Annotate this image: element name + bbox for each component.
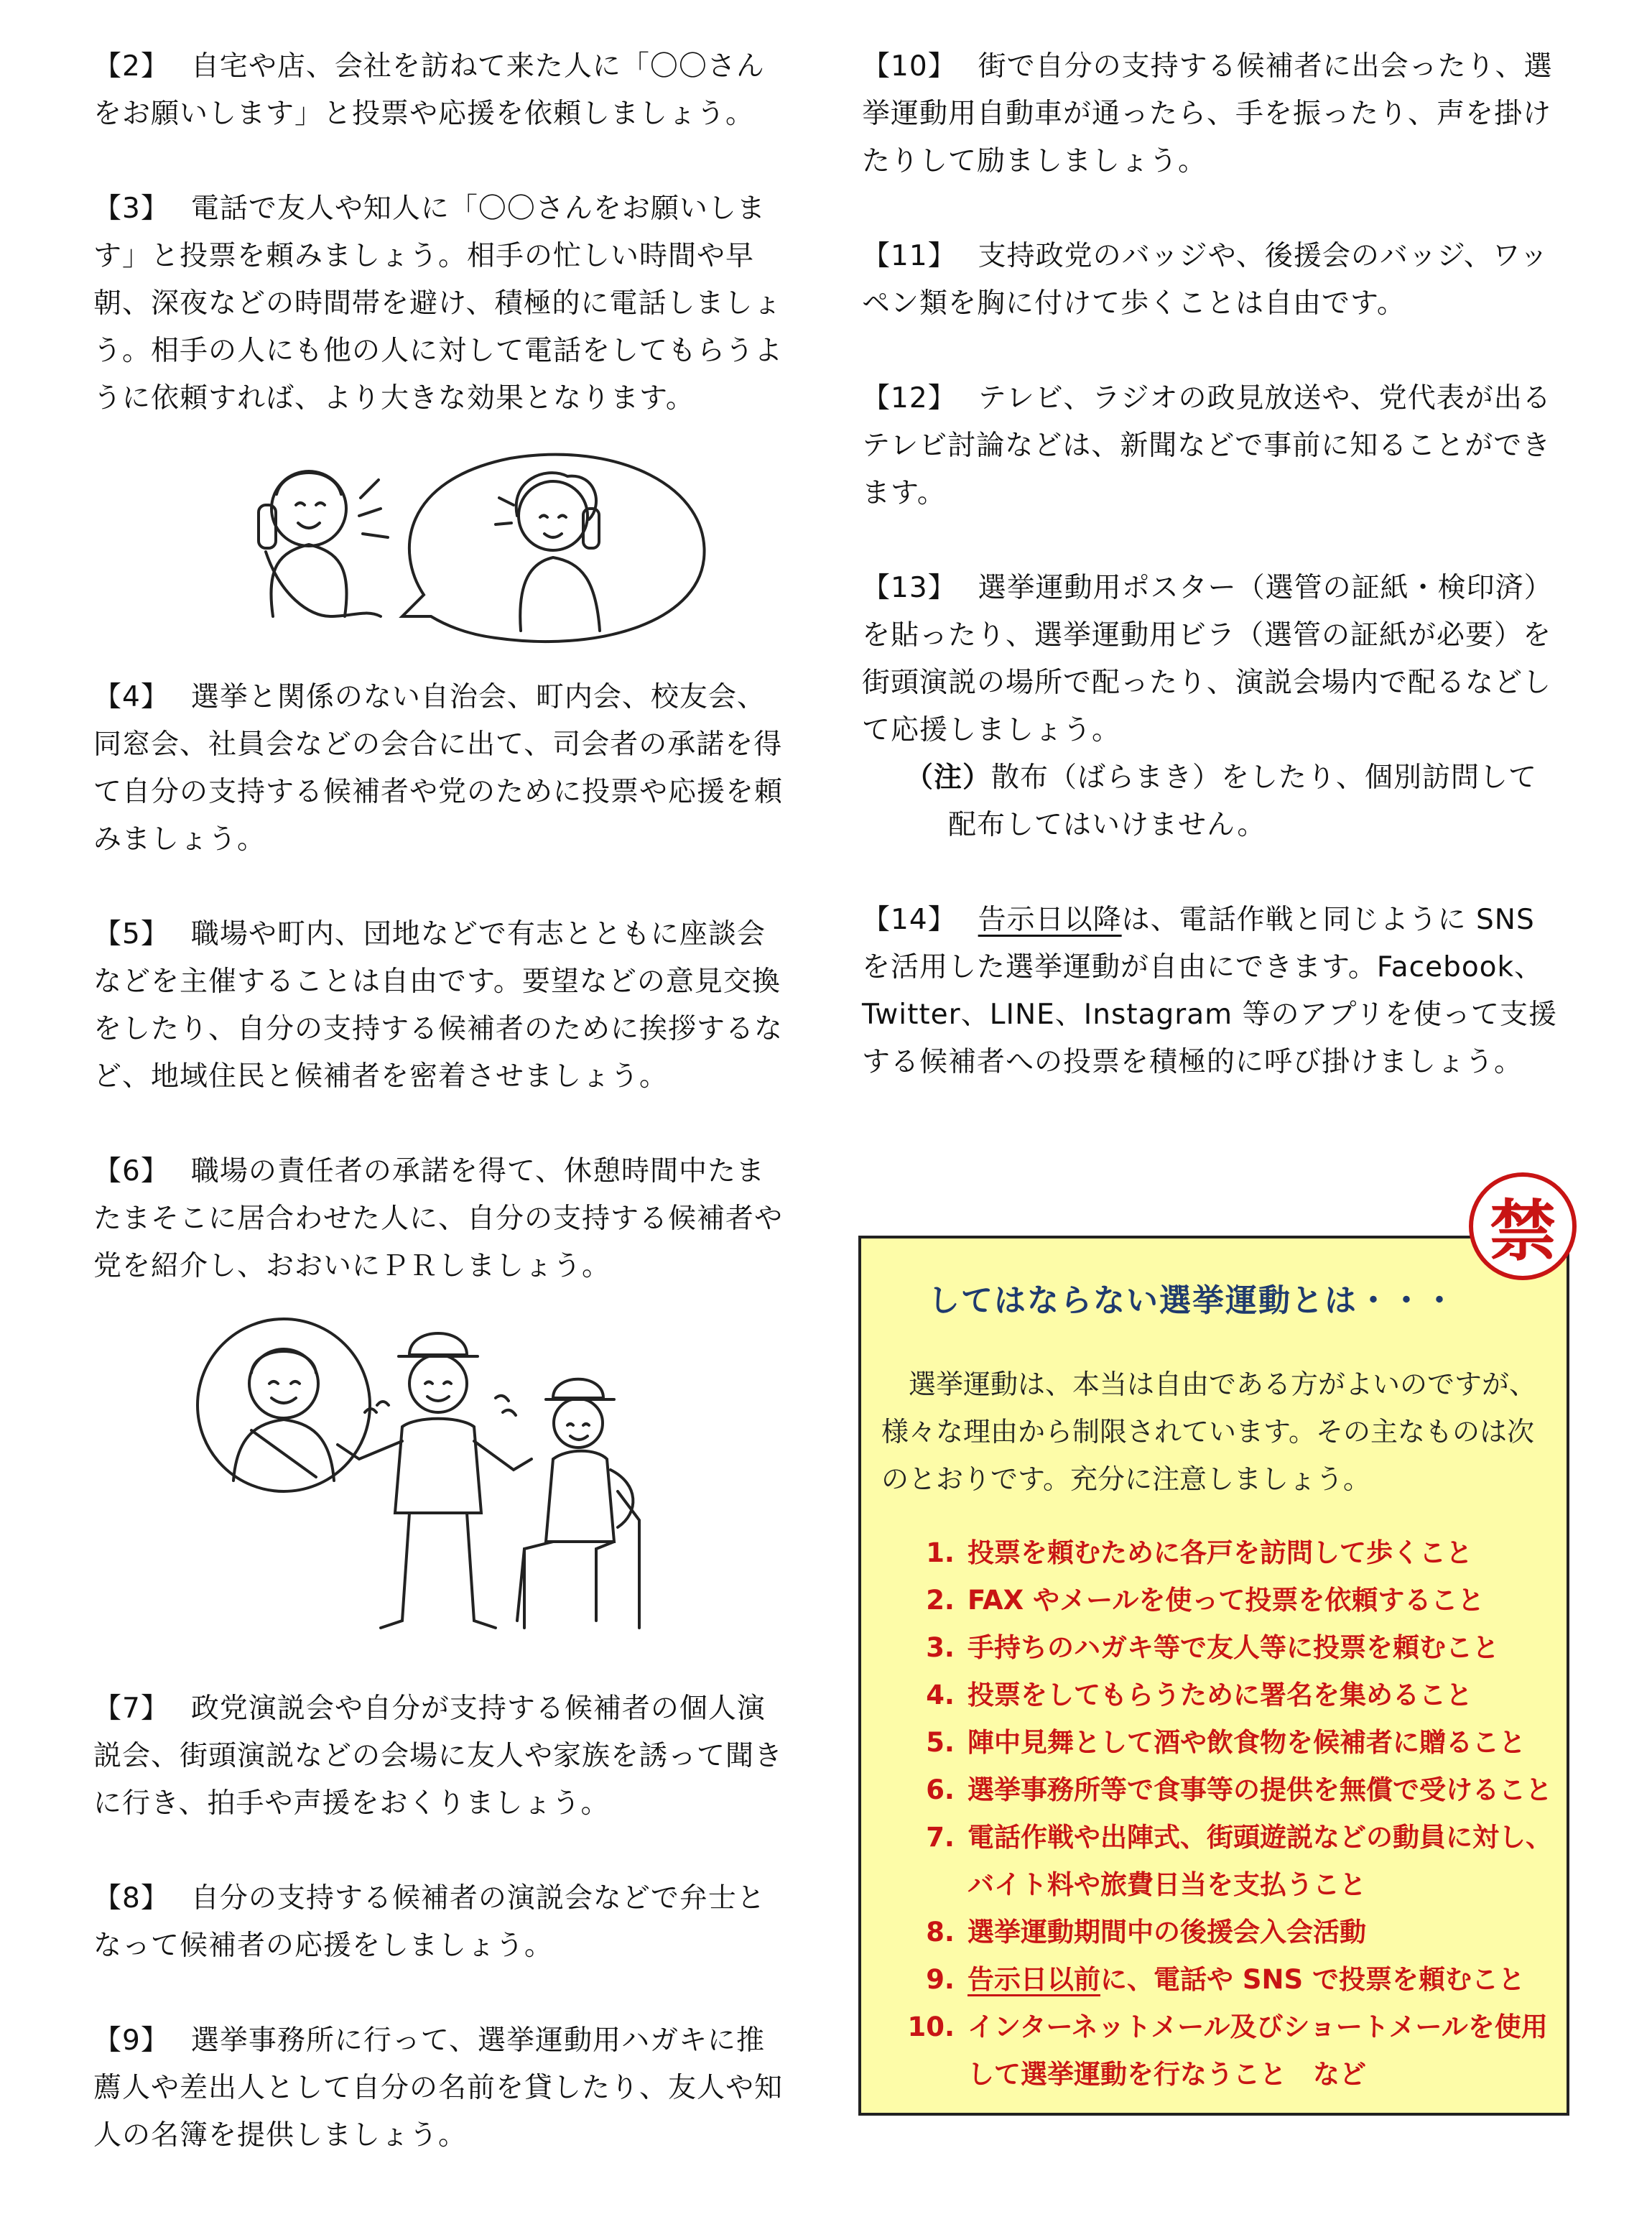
item-text: 選挙事務所に行って、選挙運動用ハガキに推薦人や差出人として自分の名前を貸したり、友人や知人の名簿を提供しましょう。 bbox=[93, 2024, 784, 2152]
left-column bbox=[93, 43, 783, 2207]
item-13 bbox=[862, 565, 1566, 754]
list-text: FAX やメールを使って投票を依頼すること bbox=[967, 1585, 1485, 1616]
item-text: 職場の責任者の承諾を得て、休憩時間中たまたまそこに居合わせた人に、自分の支持する候補者や党を紹介し、おおいにＰＲしましょう。 bbox=[93, 1155, 784, 1282]
item-8 bbox=[93, 1875, 783, 1970]
list-text: 電話作戦や出陣式、街頭遊説などの動員に対し、バイト料や旅費日当を支払うこと bbox=[967, 1822, 1552, 1900]
item-3 bbox=[93, 185, 783, 422]
item-6 bbox=[93, 1148, 783, 1290]
item-number: 【2】 bbox=[93, 50, 170, 83]
item-text: 支持政党のバッジや、後援会のバッジ、ワッペン類を胸に付けて歩くことは自由です。 bbox=[862, 240, 1549, 320]
list-text: 投票を頼むために各戸を訪問して歩くこと bbox=[967, 1537, 1472, 1568]
item-text: 選挙と関係のない自治会、町内会、校友会、同窓会、社員会などの会合に出て、司会者の承諾を得て自分の支持する候補者や党のために投票や応援を頼みましょう。 bbox=[93, 681, 784, 856]
item-number: 【8】 bbox=[93, 1882, 170, 1915]
item-text: 政党演説会や自分が支持する候補者の個人演説会、街頭演説などの会場に友人や家族を誘って聞きに行き、拍手や声援をおくりましょう。 bbox=[93, 1693, 784, 1820]
note-line-1: 散布（ばらまき）をしたり、個別訪問して bbox=[991, 761, 1538, 794]
list-number: 2. bbox=[926, 1585, 955, 1616]
item-number: 【10】 bbox=[862, 50, 957, 83]
item-number: 【4】 bbox=[93, 681, 170, 713]
item-number: 【5】 bbox=[93, 918, 170, 950]
item-4 bbox=[93, 674, 783, 864]
item-12 bbox=[862, 375, 1566, 517]
item-11 bbox=[862, 233, 1566, 328]
list-number: 4. bbox=[926, 1680, 955, 1710]
item-number: 【3】 bbox=[93, 193, 170, 225]
list-item bbox=[904, 1529, 1552, 1577]
list-text: 選挙運動期間中の後援会入会活動 bbox=[967, 1917, 1366, 1948]
item-text: 電話で友人や知人に「〇〇さんをお願いします」と投票を頼みましょう。相手の忙しい時間や早朝、深夜などの時間帯を避け、積極的に電話しましょう。相手の人にも他の人に対して電話をしてもらうように依頼すれば、より大きな効果となります。 bbox=[93, 193, 784, 415]
list-number: 10. bbox=[907, 2011, 955, 2042]
item-13-note bbox=[905, 754, 1566, 849]
box-intro: 選挙運動は、本当は自由である方がよいのですが、様々な理由から制限されています。その主なものは次のとおりです。充分に注意しましょう。 bbox=[881, 1369, 1537, 1495]
item-number: 【7】 bbox=[93, 1693, 170, 1725]
list-number: 8. bbox=[926, 1917, 955, 1948]
list-number: 5. bbox=[926, 1727, 955, 1758]
item-number: 【9】 bbox=[93, 2024, 170, 2057]
list-item bbox=[904, 1624, 1552, 1672]
prohibited-stamp-icon: 禁 bbox=[1469, 1172, 1577, 1280]
prohibited-list bbox=[904, 1529, 1552, 2098]
item-14 bbox=[862, 897, 1566, 1086]
list-number: 9. bbox=[926, 1964, 955, 1995]
list-item bbox=[904, 2004, 1552, 2098]
item-text: テレビ、ラジオの政見放送や、党代表が出るテレビ討論などは、新聞などで事前に知ることができます。 bbox=[862, 382, 1551, 509]
item-number: 【13】 bbox=[862, 572, 957, 604]
underlined-term: 告示日以降 bbox=[978, 904, 1122, 936]
list-item bbox=[904, 1719, 1552, 1767]
list-text: 陣中見舞として酒や飲食物を候補者に贈ること bbox=[967, 1727, 1526, 1758]
list-text: 投票をしてもらうために署名を集めること bbox=[967, 1680, 1472, 1710]
list-number: 1. bbox=[926, 1537, 955, 1568]
right-column bbox=[862, 43, 1566, 1134]
prohibited-campaign-box bbox=[858, 1236, 1569, 2116]
item-text: は、電話作戦と同じように SNS を活用した選挙運動が自由にできます。Facebook、Twitter、LINE、Instagram 等のアプリを使って支援する候補者への投票を積極的に呼び掛けましょう。 bbox=[862, 904, 1558, 1078]
list-number: 6. bbox=[926, 1774, 955, 1805]
list-item bbox=[904, 1814, 1552, 1909]
list-item bbox=[904, 1909, 1552, 1956]
item-text: 選挙運動用ポスター（選管の証紙・検印済）を貼ったり、選挙運動用ビラ（選管の証紙が必要）を街頭演説の場所で配ったり、演説会場内で配るなどして応援しましょう。 bbox=[862, 572, 1553, 746]
item-10 bbox=[862, 43, 1566, 185]
item-7 bbox=[93, 1685, 783, 1828]
list-item bbox=[904, 1672, 1552, 1719]
item-9 bbox=[93, 2017, 783, 2159]
item-number: 【14】 bbox=[862, 904, 957, 936]
workplace-pr-illustration bbox=[93, 1305, 783, 1664]
note-line-2: 配布してはいけません。 bbox=[948, 809, 1266, 841]
item-5 bbox=[93, 911, 783, 1101]
box-title: してはならない選挙運動とは・・・ bbox=[928, 1282, 1457, 1319]
item-text: 自宅や店、会社を訪ねて来た人に「〇〇さんをお願いします」と投票や応援を依頼しましょう。 bbox=[93, 50, 765, 130]
list-text: に、電話や SNS で投票を頼むこと bbox=[1100, 1964, 1526, 1995]
list-item bbox=[904, 1956, 1552, 2004]
item-text: 自分の支持する候補者の演説会などで弁士となって候補者の応援をしましょう。 bbox=[93, 1882, 766, 1962]
list-item bbox=[904, 1577, 1552, 1624]
list-item bbox=[904, 1767, 1552, 1814]
item-2 bbox=[93, 43, 783, 138]
list-text: インターネットメール及びショートメールを使用して選挙運動を行なうこと など bbox=[967, 2011, 1548, 2090]
list-text: 選挙事務所等で食事等の提供を無償で受けること bbox=[967, 1774, 1552, 1805]
list-number: 7. bbox=[926, 1822, 955, 1853]
list-number: 3. bbox=[926, 1632, 955, 1663]
phone-call-illustration bbox=[93, 437, 783, 652]
item-number: 【11】 bbox=[862, 240, 957, 272]
note-label: （注） bbox=[905, 761, 992, 794]
item-text: 街で自分の支持する候補者に出会ったり、選挙運動用自動車が通ったら、手を振ったり、声を掛けたりして励ましましょう。 bbox=[862, 50, 1553, 177]
underlined-term: 告示日以前 bbox=[967, 1964, 1100, 1995]
list-text: 手持ちのハガキ等で友人等に投票を頼むこと bbox=[967, 1632, 1499, 1663]
item-number: 【6】 bbox=[93, 1155, 170, 1187]
item-text: 職場や町内、団地などで有志とともに座談会などを主催することは自由です。要望などの意見交換をしたり、自分の支持する候補者のために挨拶するなど、地域住民と候補者を密着させましょう。 bbox=[93, 918, 784, 1093]
item-number: 【12】 bbox=[862, 382, 957, 415]
